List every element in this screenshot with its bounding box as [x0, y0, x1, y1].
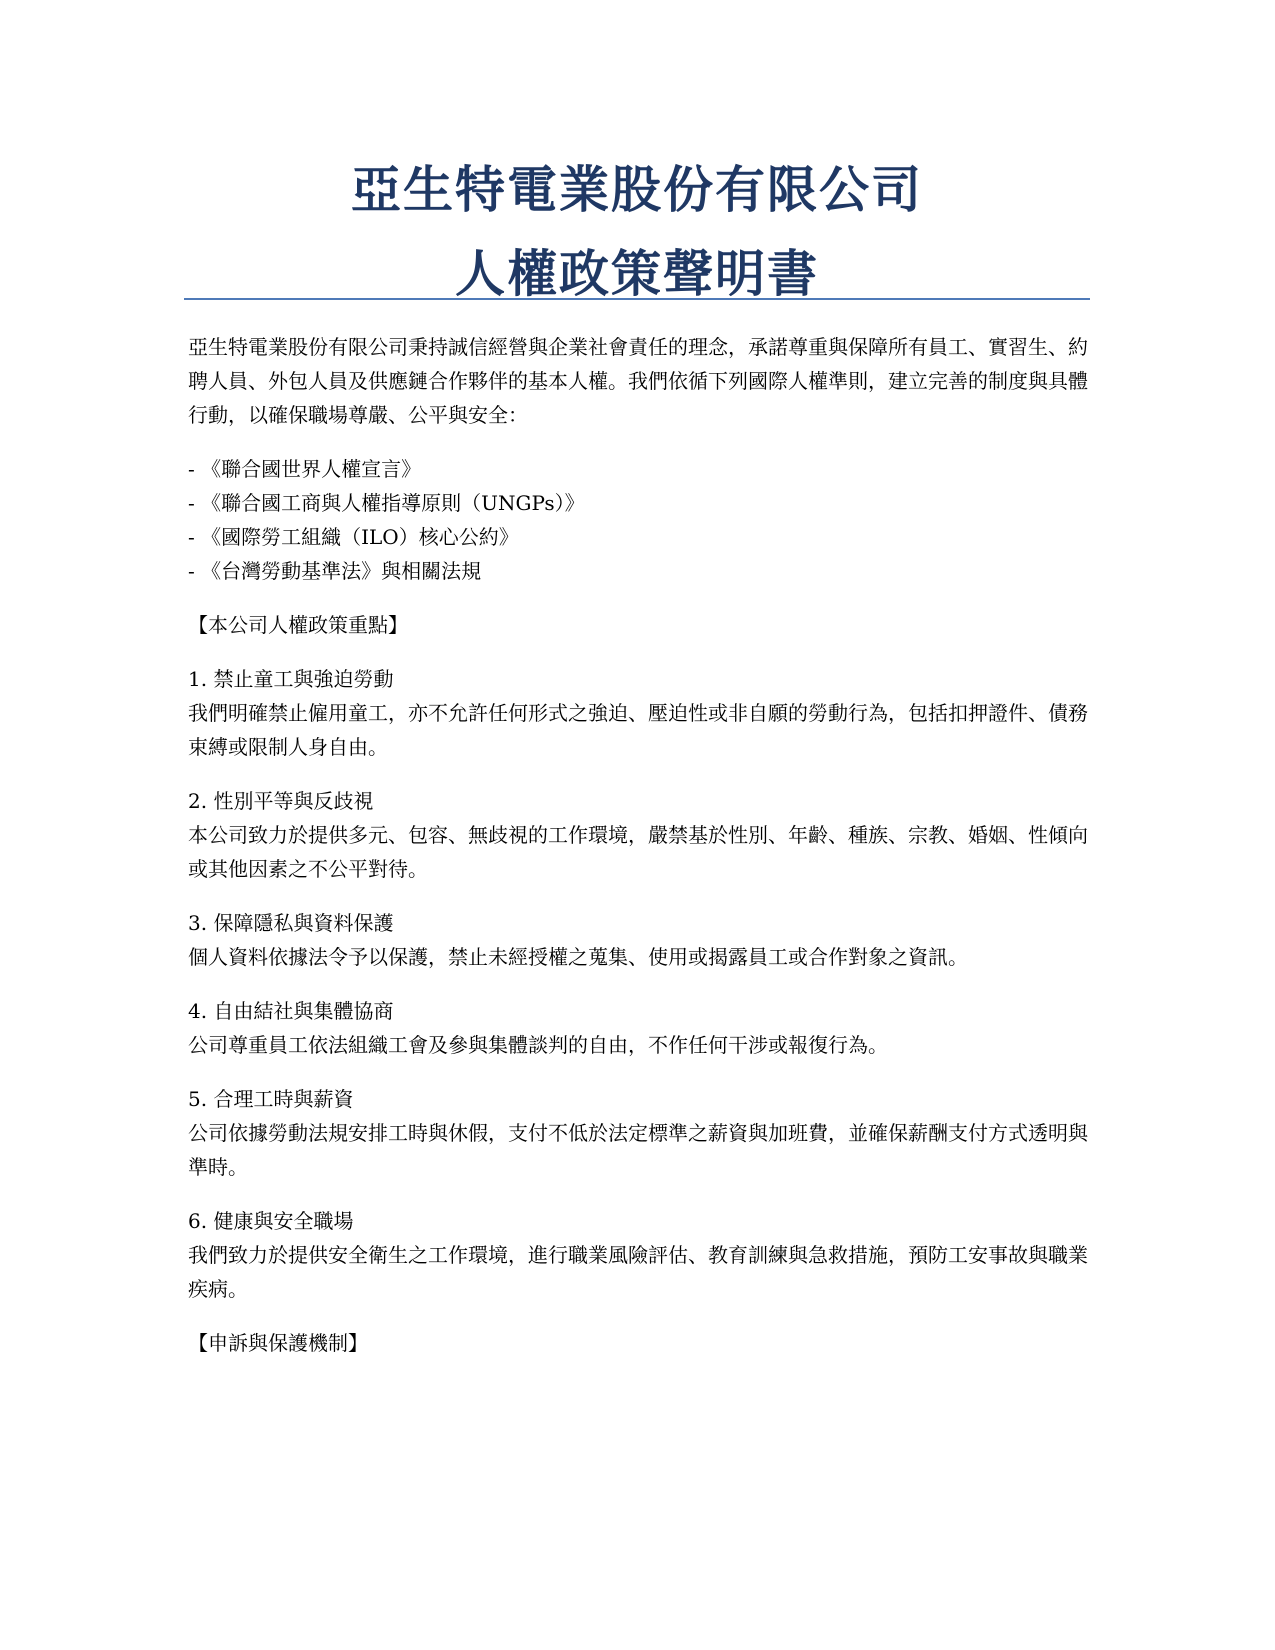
policy-item-child-forced-labor — [188, 662, 1088, 764]
policy-item-title: 6. 健康與安全職場 — [188, 1209, 354, 1233]
policy-item-title: 3. 保障隱私與資料保護 — [188, 911, 394, 935]
intro-paragraph: 亞生特電業股份有限公司秉持誠信經營與企業社會責任的理念，承諾尊重與保障所有員工、實習生、約聘人員、外包人員及供應鏈合作夥伴的基本人權。我們依循下列國際人權準則，建立完善的制度與具體行動，以確保職場尊嚴、公平與安全： — [188, 335, 1088, 427]
policy-item-working-hours-wages — [188, 1082, 1088, 1184]
policy-title: 人權政策聲明書 — [455, 245, 819, 303]
standards-list-item: - 《聯合國世界人權宣言》 — [188, 457, 422, 481]
document-body — [188, 330, 1088, 1380]
policy-item-title: 4. 自由結社與集體協商 — [188, 999, 394, 1023]
policy-item-text: 我們致力於提供安全衛生之工作環境，進行職業風險評估、教育訓練與急救措施，預防工安事故與職業疾病。 — [188, 1243, 1088, 1301]
standards-list-item: - 《台灣勞動基準法》與相關法規 — [188, 559, 482, 583]
company-name-title: 亞生特電業股份有限公司 — [351, 161, 923, 219]
policy-item-freedom-of-association — [188, 994, 1088, 1062]
policy-item-text: 公司尊重員工依法組織工會及參與集體談判的自由，不作任何干涉或報復行為。 — [188, 1033, 888, 1057]
policy-item-gender-equality — [188, 784, 1088, 886]
policy-item-text: 公司依據勞動法規安排工時與休假，支付不低於法定標準之薪資與加班費，並確保薪酬支付方式透明與準時。 — [188, 1121, 1088, 1179]
policy-item-text: 個人資料依據法令予以保護，禁止未經授權之蒐集、使用或揭露員工或合作對象之資訊。 — [188, 945, 968, 969]
policy-section-heading: 【本公司人權政策重點】 — [188, 613, 408, 637]
title-divider — [184, 298, 1090, 300]
grievance-section-heading: 【申訴與保護機制】 — [188, 1331, 368, 1355]
policy-item-title: 5. 合理工時與薪資 — [188, 1087, 354, 1111]
document-title — [184, 148, 1090, 316]
standards-list-item: - 《聯合國工商與人權指導原則（UNGPs）》 — [188, 491, 585, 515]
policy-item-text: 我們明確禁止僱用童工，亦不允許任何形式之強迫、壓迫性或非自願的勞動行為，包括扣押證件、債務束縛或限制人身自由。 — [188, 701, 1088, 759]
policy-item-title: 2. 性別平等與反歧視 — [188, 789, 374, 813]
policy-item-title: 1. 禁止童工與強迫勞動 — [188, 667, 394, 691]
policy-item-privacy — [188, 906, 1088, 974]
policy-item-text: 本公司致力於提供多元、包容、無歧視的工作環境，嚴禁基於性別、年齡、種族、宗教、婚姻、性傾向或其他因素之不公平對待。 — [188, 823, 1088, 881]
standards-list-item: - 《國際勞工組織（ILO）核心公約》 — [188, 525, 519, 549]
standards-list — [188, 452, 1088, 588]
policy-item-health-safety — [188, 1204, 1088, 1306]
